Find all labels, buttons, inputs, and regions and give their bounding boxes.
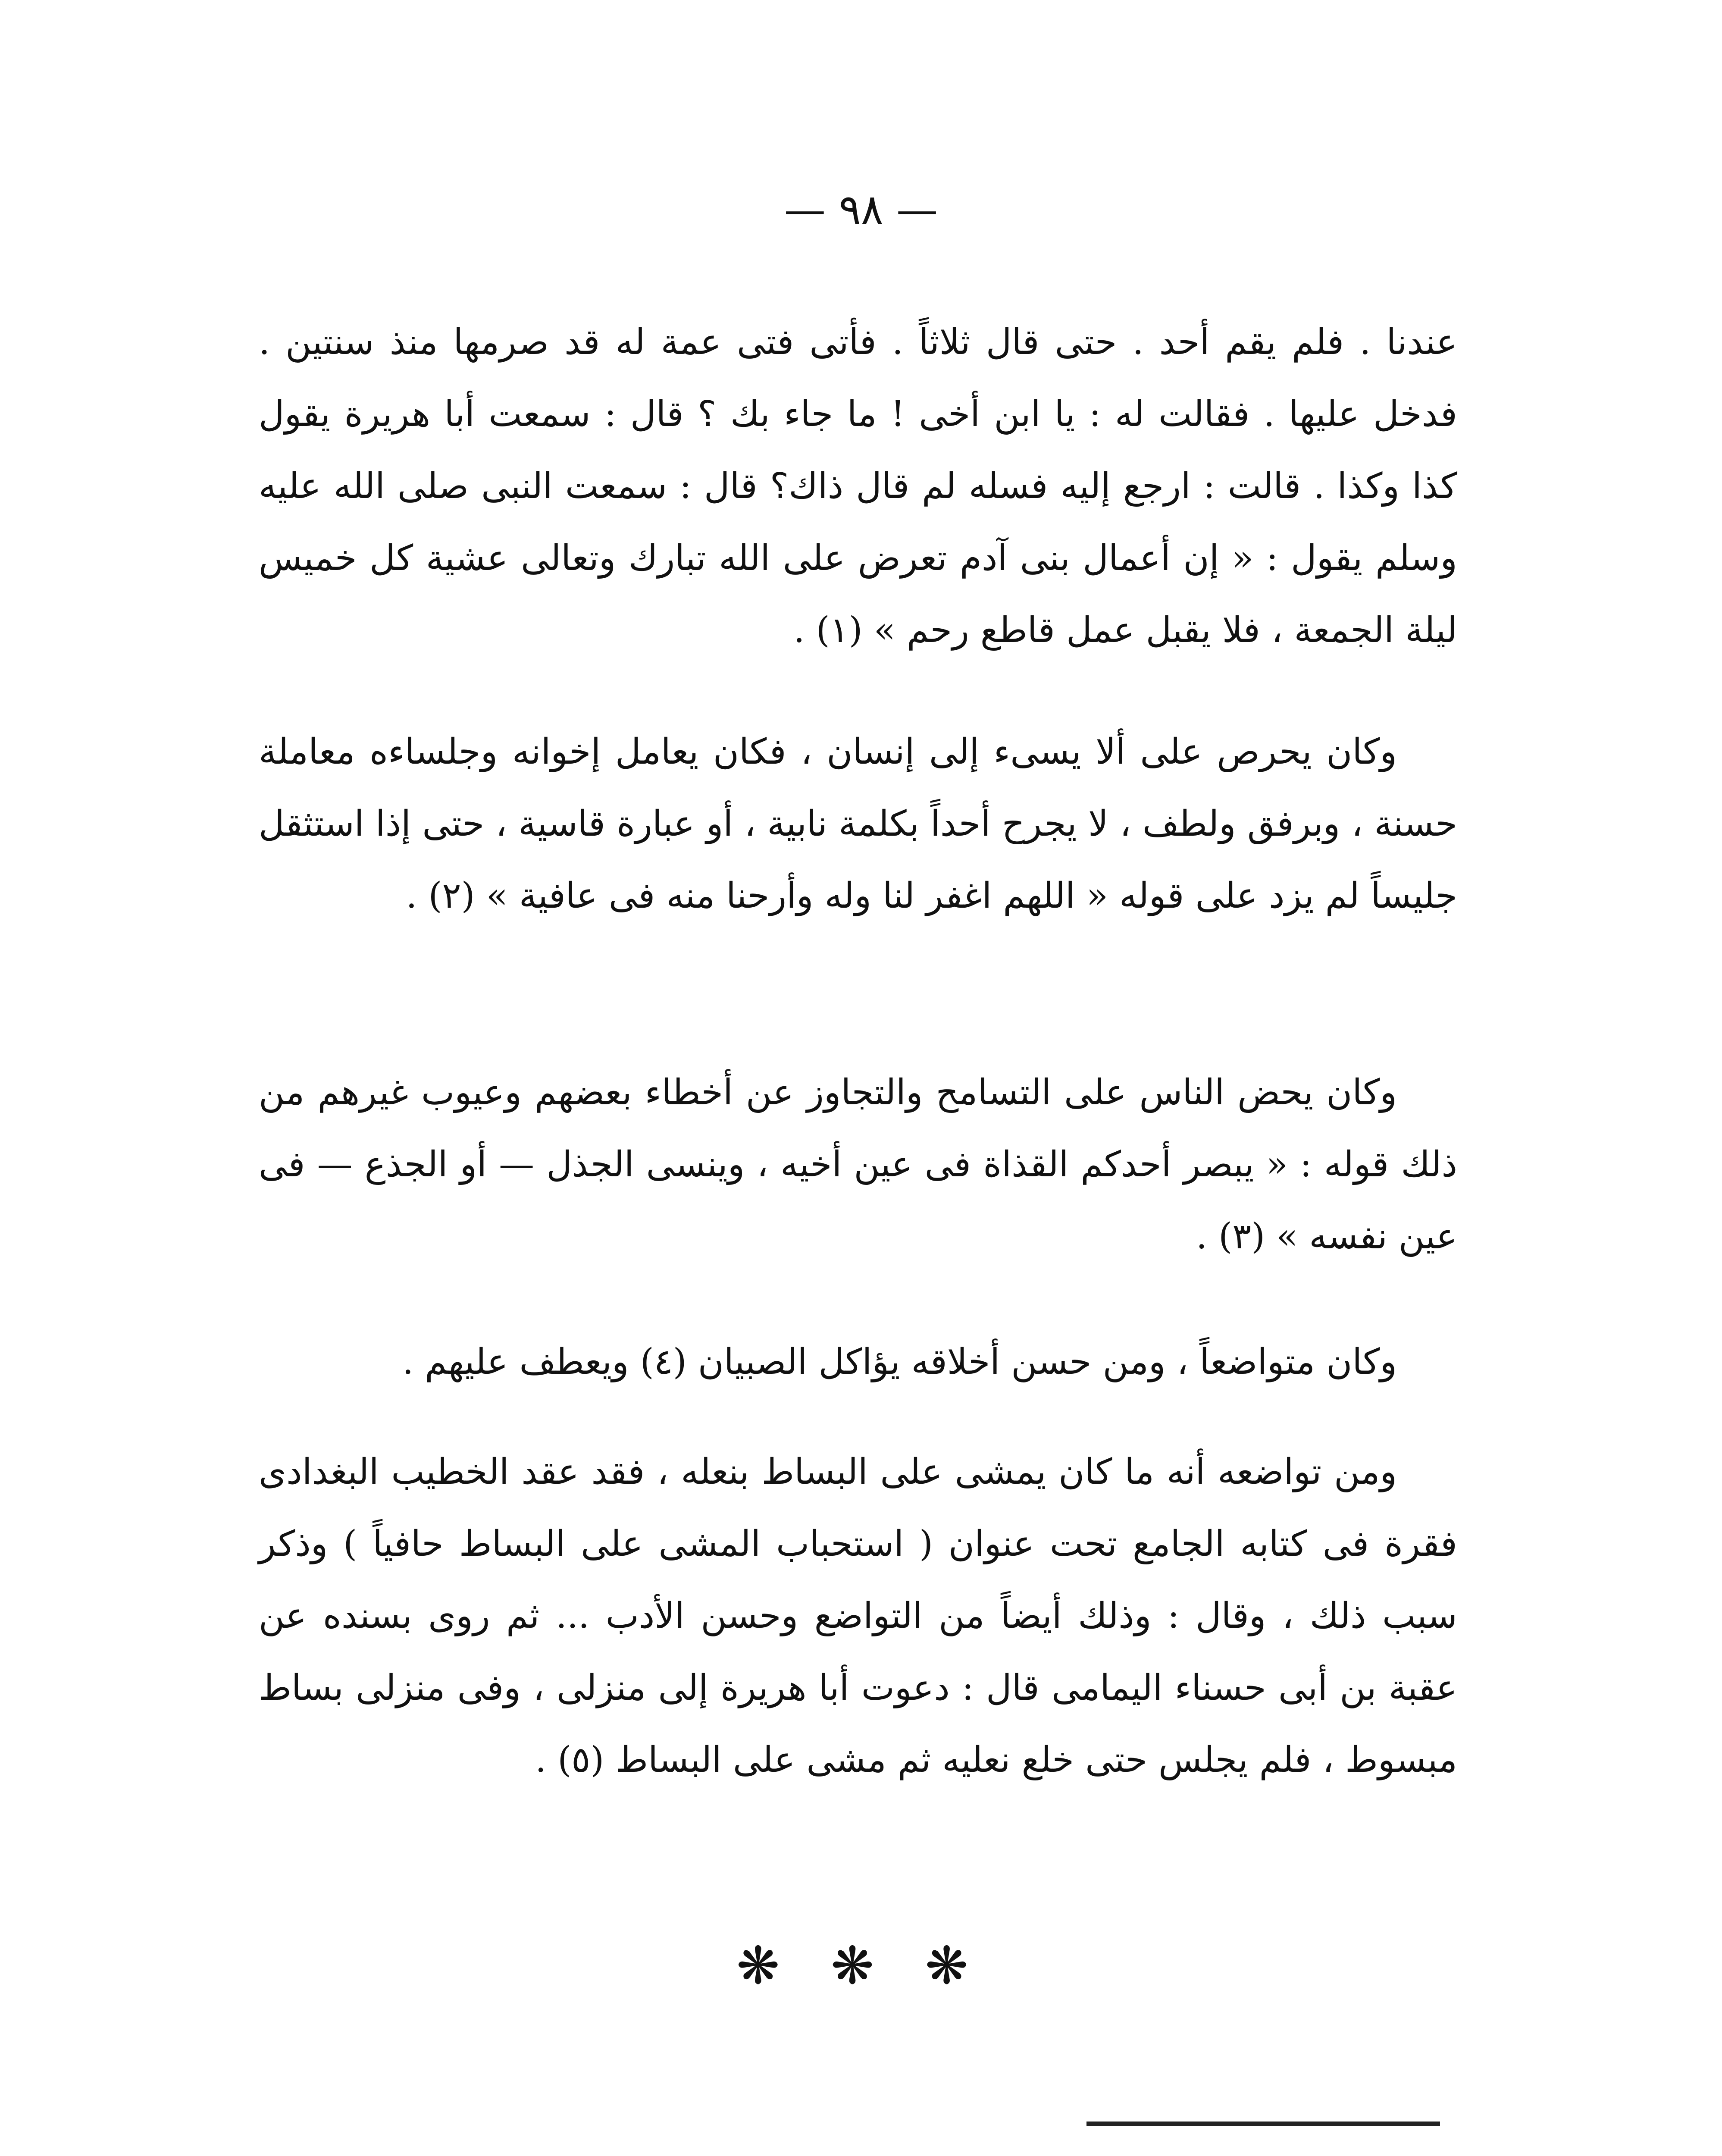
paragraph-2 [259,716,1457,932]
paragraph-5 [259,1436,1457,1796]
paragraph-text: وكان يحرص على ألا يسىء إلى إنسان ، فكان يعامل إخوانه وجلساءه معاملة حسنة ، وبرفق ولطف ، لا يجرح أحداً بكلمة نابية ، أو عبارة قاسية ، حتى إذا استثقل جليساً لم يزد على قوله « اللهم اغفر لنا وله وأرحنا منه فى عافية » (٢) . [259,731,1457,916]
paragraph-3 [259,1056,1457,1272]
paragraph-text: وكان متواضعاً ، ومن حسن أخلاقه يؤاكل الصبيان (٤) ويعطف عليهم . [402,1341,1397,1382]
paragraph-text: عندنا . فلم يقم أحد . حتى قال ثلاثاً . فأتى فتى عمة له قد صرمها منذ سنتين . فدخل عليها . فقالت له : يا ابن أخى ! ما جاء بك ؟ قال : سمعت أبا هريرة يقول كذا وكذا . قالت : ارجع إليه فسله لم قال ذاك؟ قال : سمعت النبى صلى الله عليه وسلم يقول : « إن أعمال بنى آدم تعرض على الله تبارك وتعالى عشية كل خميس ليلة الجمعة ، فلا يقبل عمل قاطع رحم » (١) . [259,322,1457,651]
paragraph-1 [259,306,1457,666]
paragraph-text: ومن تواضعه أنه ما كان يمشى على البساط بنعله ، فقد عقد الخطيب البغدادى فقرة فى كتابه الجامع تحت عنوان ( استحباب المشى على البساط حافياً ) وذكر سبب ذلك ، وقال : وذلك أيضاً من التواضع وحسن الأدب ... ثم روى بسنده عن عقبة بن أبى حسناء اليمامى قال : دعوت أبا هريرة إلى منزلى ، وفى منزلى بساط مبسوط ، فلم يجلس حتى خلع نعليه ثم مشى على البساط (٥) . [259,1451,1457,1780]
section-separator: ❋ ❋ ❋ [736,1936,986,1996]
paragraph-text: وكان يحض الناس على التسامح والتجاوز عن أخطاء بعضهم وعيوب غيرهم من ذلك قوله : « يبصر أحدكم القذاة فى عين أخيه ، وينسى الجذل — أو الجذع — فى عين نفسه » (٣) . [259,1072,1457,1257]
page-number: — ٩٨ — [784,185,938,234]
paragraph-4 [259,1326,1457,1398]
footnote-divider [1086,2122,1440,2126]
